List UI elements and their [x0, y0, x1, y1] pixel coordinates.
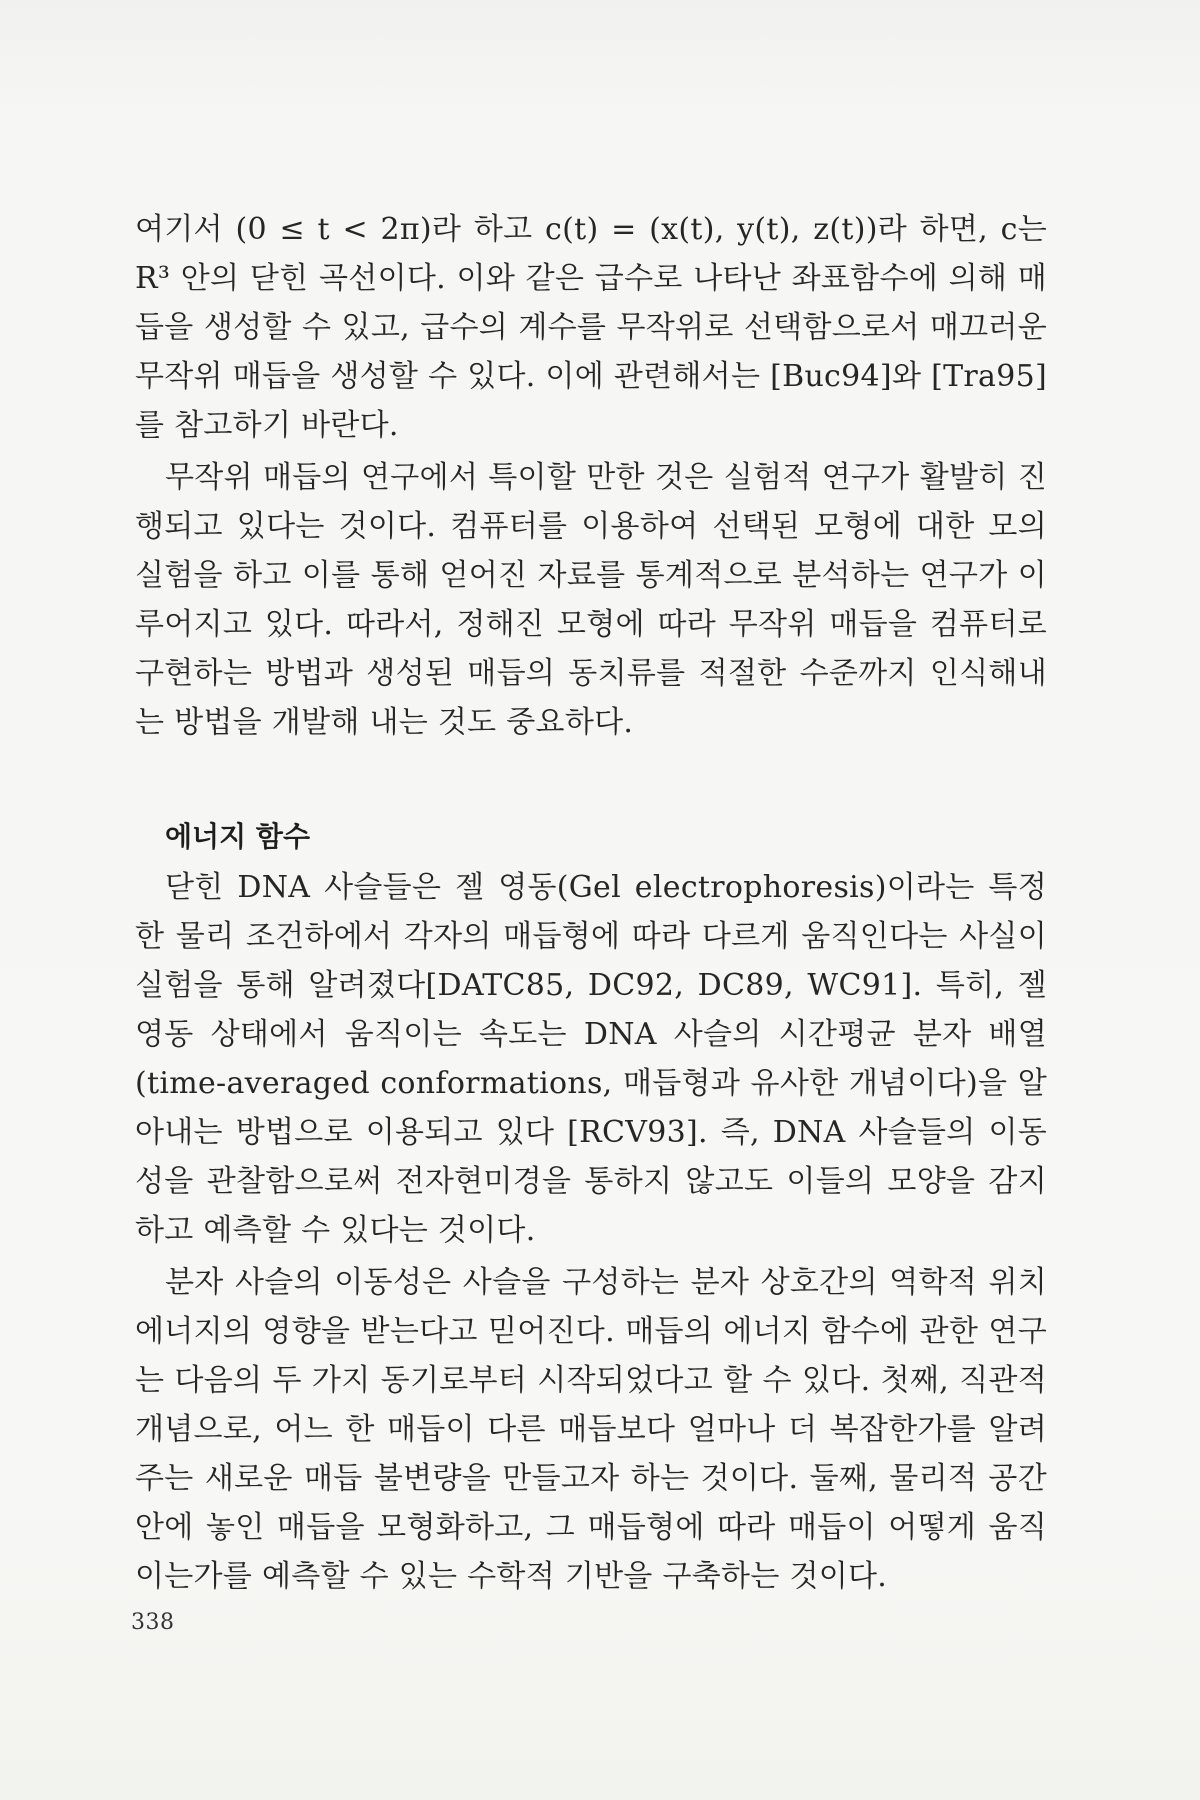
paragraph-experimental-research: 무작위 매듭의 연구에서 특이할 만한 것은 실험적 연구가 활발히 진행되고 있다는 것이다. 컴퓨터를 이용하여 선택된 모형에 대한 모의 실험을 하고 이를 통해 얻어진 자료를 통계적으로 분석하는 연구가 이루어지고 있다. 따라서, 정해진 모형에 따라 무작위 매듭을 컴퓨터로 구현하는 방법과 생성된 매듭의 동치류를 적절한 수준까지 인식해내는 방법을 개발해 내는 것도 중요하다. [135, 460, 1047, 740]
page-number: 338 [131, 1610, 175, 1635]
paragraph-energy-motivation: 분자 사슬의 이동성은 사슬을 구성하는 분자 상호간의 역학적 위치에너지의 영향을 받는다고 믿어진다. 매듭의 에너지 함수에 관한 연구는 다음의 두 가지 동기로부터 시작되었다고 할 수 있다. 첫째, 직관적 개념으로, 어느 한 매듭이 다른 매듭보다 얼마나 더 복잡한가를 알려주는 새로운 매듭 불변량을 만들고자 하는 것이다. 둘째, 물리적 공간 안에 놓인 매듭을 모형화하고, 그 매듭형에 따라 매듭이 어떻게 움직이는가를 예측할 수 있는 수학적 기반을 구축하는 것이다. [135, 1265, 1047, 1594]
paragraph-fourier-knots: 여기서 (0 ≤ t < 2π)라 하고 c(t) = (x(t), y(t), z(t))라 하면, c는 R³ 안의 닫힌 곡선이다. 이와 같은 급수로 나타난 좌표함수에 의해 매듭을 생성할 수 있고, 급수의 계수를 무작위로 선택함으로서 매끄러운 무작위 매듭을 생성할 수 있다. 이에 관련해서는 [Buc94]와 [Tra95]를 참고하기 바란다. [135, 212, 1047, 443]
paragraph-dna-electrophoresis: 닫힌 DNA 사슬들은 젤 영동(Gel electrophoresis)이라는 특정한 물리 조건하에서 각자의 매듭형에 따라 다르게 움직인다는 사실이 실험을 통해 알려졌다[DATC85, DC92, DC89, WC91]. 특히, 젤 영동 상태에서 움직이는 속도는 DNA 사슬의 시간평균 분자 배열(time-averaged conformations, 매듭형과 유사한 개념이다)을 알아내는 방법으로 이용되고 있다 [RCV93]. 즉, DNA 사슬들의 이동성을 관찰함으로써 전자현미경을 통하지 않고도 이들의 모양을 감지하고 예측할 수 있다는 것이다. [135, 870, 1047, 1248]
section-heading-energy-function: 에너지 함수 [165, 820, 310, 853]
body-text [135, 205, 1047, 1601]
